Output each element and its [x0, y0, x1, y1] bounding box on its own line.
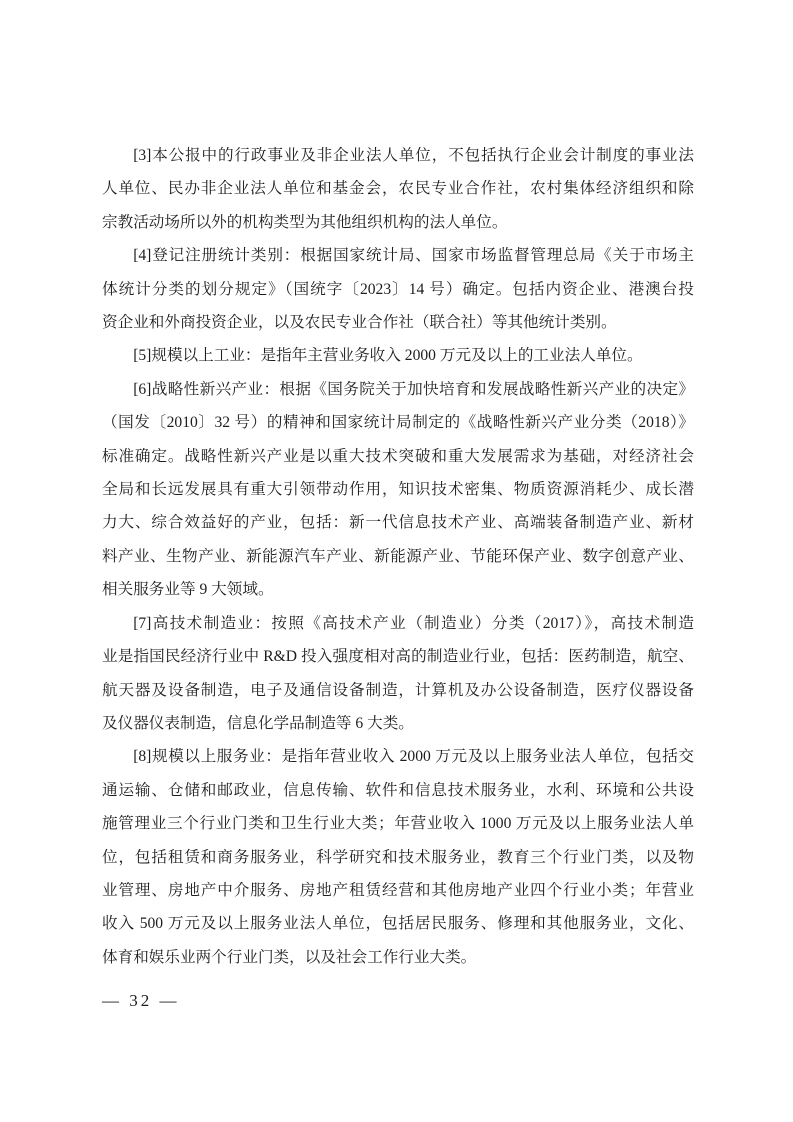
note-8: [102, 740, 694, 974]
note-7: [102, 607, 694, 741]
note-line: 相关服务业等 9 大领域。: [102, 581, 274, 599]
note-line: 全局和长远发展具有重大引领带动作用，知识技术密集、物质资源消耗少、成长潜: [102, 481, 694, 499]
note-line: [8]规模以上服务业：是指年营业收入 2000 万元及以上服务业法人单位，包括交: [133, 748, 694, 766]
note-line: 收入 500 万元及以上服务业法人单位，包括居民服务、修理和其他服务业，文化、: [102, 915, 694, 933]
page-footer: [102, 991, 694, 1011]
note-line: 业是指国民经济行业中 R&D 投入强度相对高的制造业行业，包括：医药制造，航空、: [102, 648, 694, 666]
note-line: 体统计分类的划分规定》（国统字〔2023〕14 号）确定。包括内资企业、港澳台投: [102, 280, 694, 298]
note-line: 航天器及设备制造，电子及通信设备制造，计算机及办公设备制造，医疗仪器设备: [102, 681, 694, 699]
note-line: [6]战略性新兴产业：根据《国务院关于加快培育和发展战略性新兴产业的决定》: [133, 380, 694, 398]
note-line: 通运输、仓储和邮政业，信息传输、软件和信息技术服务业，水利、环境和公共设: [102, 781, 694, 799]
note-line: [4]登记注册统计类别：根据国家统计局、国家市场监督管理总局《关于市场主: [133, 247, 694, 265]
note-line: [5]规模以上工业：是指年主营业务收入 2000 万元及以上的工业法人单位。: [133, 347, 643, 365]
note-line: 力大、综合效益好的产业，包括：新一代信息技术产业、高端装备制造产业、新材: [102, 514, 694, 532]
notes-section: [102, 139, 694, 974]
note-line: 位，包括租赁和商务服务业，科学研究和技术服务业，教育三个行业门类，以及物: [102, 848, 694, 866]
note-3: [102, 139, 694, 239]
note-6: [102, 373, 694, 607]
page-number: — 32 —: [102, 991, 180, 1011]
note-line: 标准确定。战略性新兴产业是以重大技术突破和重大发展需求为基础，对经济社会: [102, 447, 694, 465]
note-line: 宗教活动场所以外的机构类型为其他组织机构的法人单位。: [102, 213, 508, 231]
note-line: （国发〔2010〕32 号）的精神和国家统计局制定的《战略性新兴产业分类（2018）》: [102, 414, 694, 432]
note-line: 料产业、生物产业、新能源汽车产业、新能源产业、节能环保产业、数字创意产业、: [102, 547, 694, 565]
note-line: 体育和娱乐业两个行业门类，以及社会工作行业大类。: [102, 948, 477, 966]
note-line: 业管理、房地产中介服务、房地产租赁经营和其他房地产业四个行业小类；年营业: [102, 881, 694, 899]
note-line: 施管理业三个行业门类和卫生行业大类；年营业收入 1000 万元及以上服务业法人单: [102, 815, 694, 833]
note-5: [102, 339, 694, 372]
note-line: [3]本公报中的行政事业及非企业法人单位，不包括执行企业会计制度的事业法: [133, 147, 694, 164]
note-4: [102, 239, 694, 339]
note-line: 及仪器仪表制造，信息化学品制造等 6 大类。: [102, 714, 414, 732]
note-line: 资企业和外商投资企业，以及农民专业合作社（联合社）等其他统计类别。: [102, 314, 617, 332]
note-line: 人单位、民办非企业法人单位和基金会，农民专业合作社，农村集体经济组织和除: [102, 180, 694, 198]
note-line: [7]高技术制造业：按照《高技术产业（制造业）分类（2017）》，高技术制造: [133, 614, 694, 632]
